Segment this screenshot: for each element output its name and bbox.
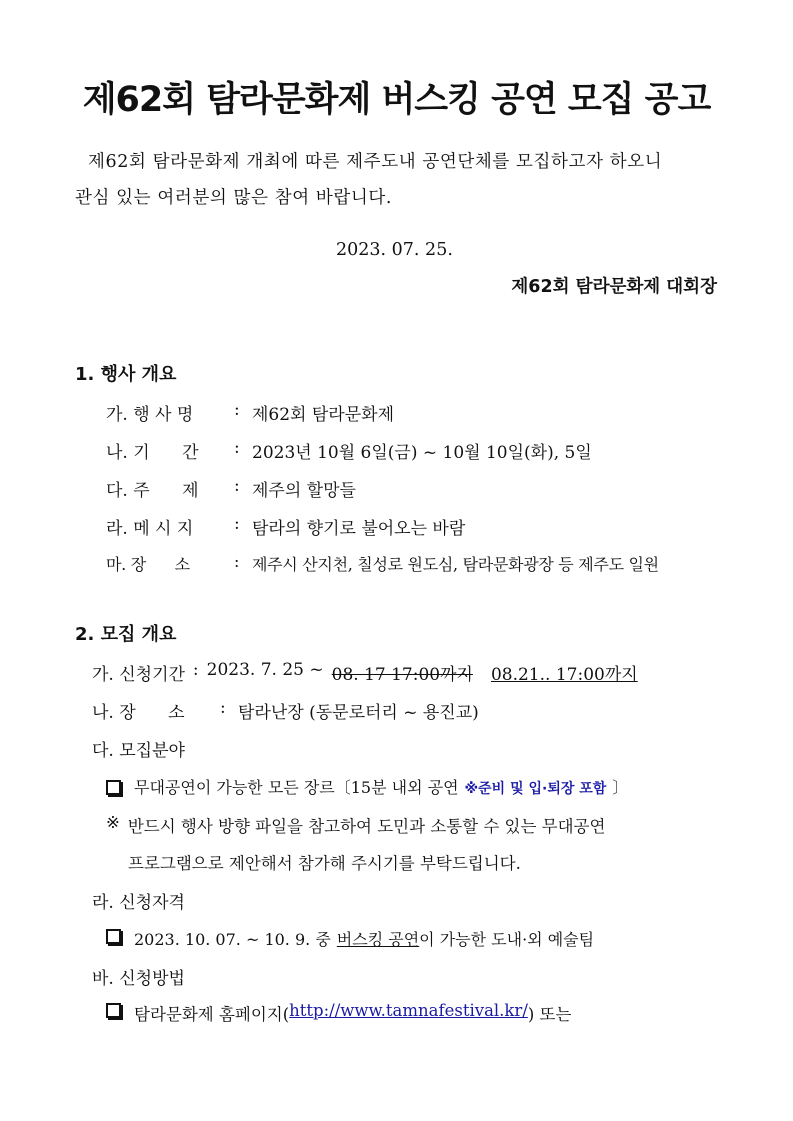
application-period-old-end: 08. 17 17:00까지 [331, 665, 473, 685]
qualification-heading: 라. 신청자격 [92, 893, 185, 913]
application-period-label: 가. 신청기간 [92, 665, 185, 685]
checkbox-bullet-icon [106, 780, 121, 795]
section-1-heading: 1. 행사 개요 [75, 364, 177, 385]
recruit-venue-label: 나. 장 소 [92, 703, 185, 723]
qualification-text: 2023. 10. 07. ~ 10. 9. 중 [134, 930, 331, 949]
separator: : [234, 514, 240, 534]
recruit-field-close: 〕 [612, 778, 629, 797]
recruit-venue-value: 탐라난장 (동문로터리 ~ 용진교) [238, 703, 479, 723]
separator: : [234, 552, 240, 571]
festival-homepage-link[interactable]: http://www.tamnafestival.kr/ [289, 1001, 528, 1020]
section-2-heading: 2. 모집 개요 [75, 624, 177, 645]
application-period-start: 2023. 7. 25 ~ [206, 660, 324, 680]
event-message-label: 라. 메 시 지 [106, 519, 194, 539]
notice-text-1: 반드시 행사 방향 파일을 참고하여 도민과 소통할 수 있는 무대공연 [127, 817, 606, 836]
separator: : [220, 698, 226, 718]
recruit-field-note: ※준비 및 입·퇴장 포함 [464, 781, 607, 797]
event-name-value: 제62회 탐라문화제 [252, 405, 394, 425]
event-theme-row [106, 476, 356, 501]
application-period-row [92, 660, 638, 685]
separator: : [234, 438, 240, 458]
qualification-busking: 버스킹 공연 [336, 930, 420, 949]
event-period-row [106, 438, 592, 463]
separator: : [192, 660, 199, 680]
checkbox-bullet-icon [106, 929, 121, 944]
qualification-text-end: 이 가능한 도내·외 예술팀 [419, 930, 595, 949]
recruit-field-heading: 다. 모집분야 [92, 741, 185, 761]
page-title: 제62회 탐라문화제 버스킹 공연 모집 공고 [82, 80, 711, 120]
method-item [106, 1001, 571, 1025]
qualification-item [106, 927, 594, 950]
recruit-field-text: 무대공연이 가능한 모든 장르〔15분 내외 공연 [134, 778, 459, 797]
method-text-end: ) 또는 [527, 1005, 572, 1024]
event-venue-value: 제주시 산지천, 칠성로 원도심, 탐라문화광장 등 제주도 일원 [252, 555, 659, 574]
event-period-label: 나. 기 간 [106, 443, 199, 463]
event-venue-label: 마. 장 소 [106, 555, 190, 574]
method-text: 탐라문화제 홈페이지( [134, 1005, 290, 1024]
notice-line-1 [106, 813, 605, 837]
event-name-label: 가. 행 사 명 [106, 405, 194, 425]
event-theme-label: 다. 주 제 [106, 481, 199, 501]
reference-mark-icon: ※ [106, 813, 120, 832]
separator: : [234, 400, 240, 420]
organizer-name: 제62회 탐라문화제 대회장 [511, 277, 717, 297]
event-theme-value: 제주의 할망들 [252, 481, 356, 501]
recruit-field-item [106, 775, 628, 798]
event-venue-row [106, 552, 659, 575]
event-message-row [106, 514, 465, 539]
separator: : [234, 476, 240, 496]
intro-line-2: 관심 있는 여러분의 많은 참여 바랍니다. [75, 188, 393, 208]
event-name-row [106, 400, 394, 425]
method-heading: 바. 신청방법 [92, 969, 185, 989]
intro-line-1: 제62회 탐라문화제 개최에 따른 제주도내 공연단체를 모집하고자 하오니 [88, 152, 663, 172]
event-message-value: 탐라의 향기로 불어오는 바람 [252, 519, 466, 539]
event-period-value: 2023년 10월 6일(금) ~ 10월 10일(화), 5일 [252, 443, 592, 463]
notice-line-2: 프로그램으로 제안해서 참가해 주시기를 부탁드립니다. [128, 854, 521, 873]
checkbox-bullet-icon [106, 1003, 121, 1018]
announcement-date: 2023. 07. 25. [336, 240, 453, 260]
recruit-venue-row [92, 698, 479, 723]
application-period-new-end: 08.21.. 17:00까지 [490, 665, 638, 685]
